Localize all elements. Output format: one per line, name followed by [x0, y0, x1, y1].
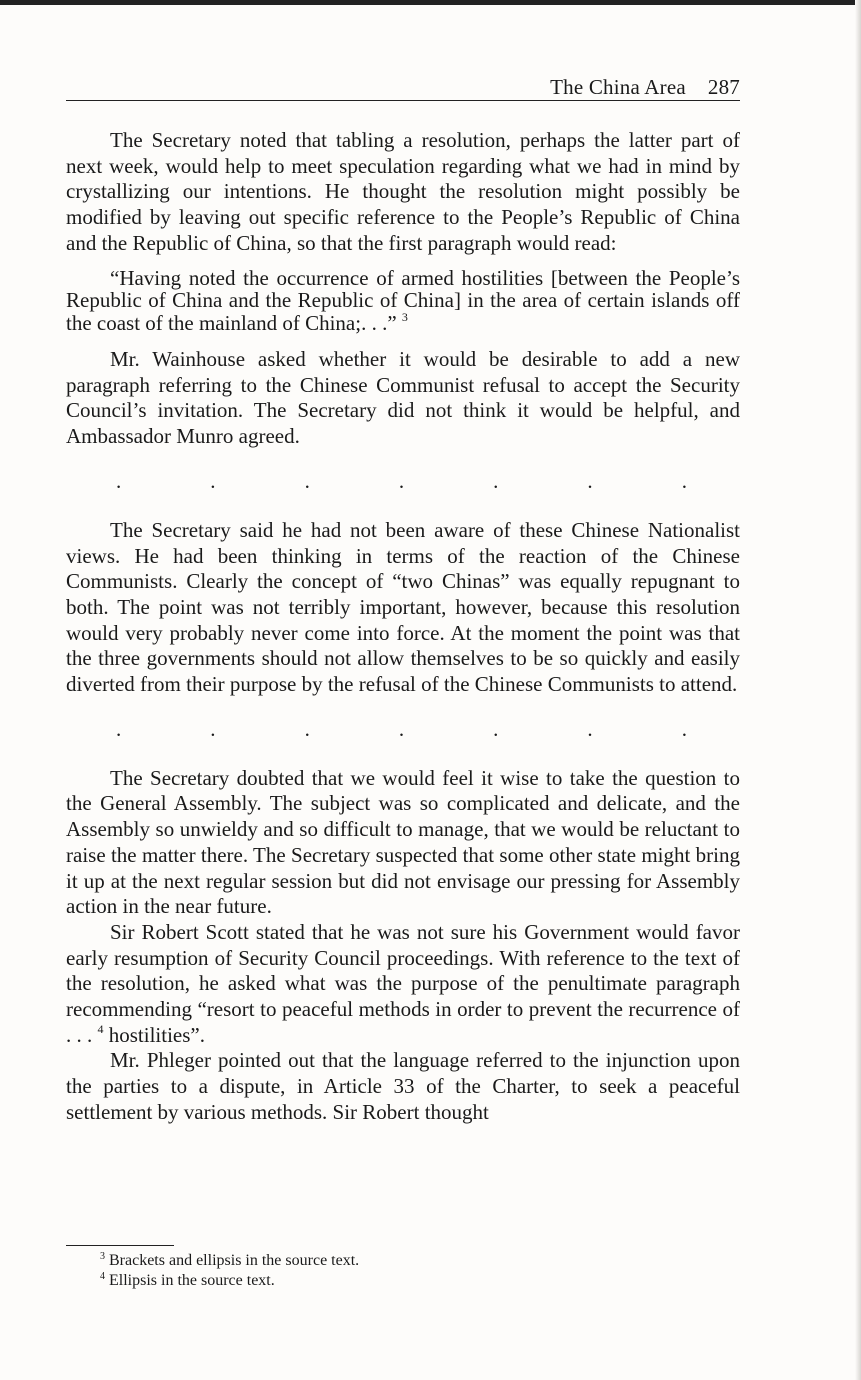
omission-dot: . — [304, 716, 310, 741]
paragraph-3: The Secretary said he had not been aware of these Chinese Nationalist views. He had been thinking in terms of the reaction of the Chinese Communists. Clearly the concept of “two Chinas” was equally repugnant to both. The point was not terribly important, however, because this resolution would very probably never come into force. At the moment the point was that the three governments should not allow themselves to be so quickly and easily diverted from their purpose by the refusal of the Chinese Communists to attend. — [66, 517, 740, 697]
paragraph-4: The Secretary doubted that we would feel it wise to take the question to the General Assembly. The subject was so complicated and delicate, and the Assembly so unwieldy and so difficult to manage, that we would be reluctant to raise the matter there. The Secretary suspected that some other state might bring it up at the next regular session but did not envisage our pressing for Assembly action in the near future. — [66, 765, 740, 919]
omission-dot: . — [116, 716, 122, 741]
omission-dot: . — [398, 716, 405, 741]
page-number: 287 — [707, 75, 740, 99]
body-text — [66, 128, 740, 1126]
footnote-3 — [66, 1251, 740, 1271]
running-header — [66, 73, 740, 101]
omission-dot: . — [116, 468, 122, 493]
paragraph-5-text: Sir Robert Scott stated that he was not sure his Government would favor early resumption of Security Council proceedings. With reference to the text of the resolution, he asked what was the purpose of the penultimate paragraph recommending “resort to peaceful methods in order to prevent the recurrence of . . . — [66, 919, 740, 1047]
footnote-number: 4 — [100, 1270, 105, 1282]
omission-dot: . — [587, 468, 593, 493]
footnote-text: Brackets and ellipsis in the source text. — [109, 1252, 360, 1269]
omission-dot: . — [398, 468, 405, 493]
omission-dot: . — [210, 468, 216, 493]
omission-dot: . — [210, 716, 216, 741]
footnote-ref-4: 4 — [97, 1021, 104, 1036]
block-quote — [66, 267, 740, 335]
paragraph-2: Mr. Wainhouse asked whether it would be desirable to add a new paragraph referring to the Chinese Communist refusal to accept the Security Council’s invitation. The Secretary did not think it would be helpful, and Ambassador Munro agreed. — [66, 347, 740, 449]
footnote-4 — [66, 1271, 740, 1291]
section-title: The China Area — [550, 75, 686, 99]
running-head — [550, 75, 740, 100]
footnote-ref-3: 3 — [401, 309, 408, 324]
omission-dot: . — [587, 716, 593, 741]
scan-right-edge — [855, 0, 861, 1380]
omission-dot: . — [493, 468, 499, 493]
footnote-number: 3 — [100, 1251, 105, 1262]
paragraph-5 — [66, 920, 740, 1049]
footnote-rule — [66, 1245, 174, 1246]
quote-text: “Having noted the occurrence of armed hostilities [between the People’s Republic of China and the Republic of China] in the area of certain islands off the coast of the mainland of China;. . .” — [66, 265, 740, 335]
omission-dot: . — [681, 716, 687, 741]
scan-top-edge — [0, 0, 861, 5]
paragraph-5-tail: hostilities”. — [108, 1022, 205, 1047]
omission-mark — [66, 716, 740, 741]
paragraph-6: Mr. Phleger pointed out that the language referred to the injunction upon the parties to a dispute, in Article 33 of the Charter, to seek a peaceful settlement by various methods. Sir Robert thought — [66, 1048, 740, 1124]
omission-dot: . — [304, 468, 310, 493]
omission-mark — [66, 468, 740, 493]
paragraph-1: The Secretary noted that tabling a resolution, perhaps the latter part of next week, would help to meet speculation regarding what we had in mind by crystallizing our intentions. He thought the resolution might possibly be modified by leaving out specific reference to the People’s Republic of China and the Republic of China, so that the first paragraph would read: — [66, 128, 740, 255]
footnote-text: Ellipsis in the source text. — [109, 1271, 275, 1289]
omission-dot: . — [681, 468, 687, 493]
omission-dot: . — [493, 716, 499, 741]
footnotes — [66, 1245, 740, 1290]
